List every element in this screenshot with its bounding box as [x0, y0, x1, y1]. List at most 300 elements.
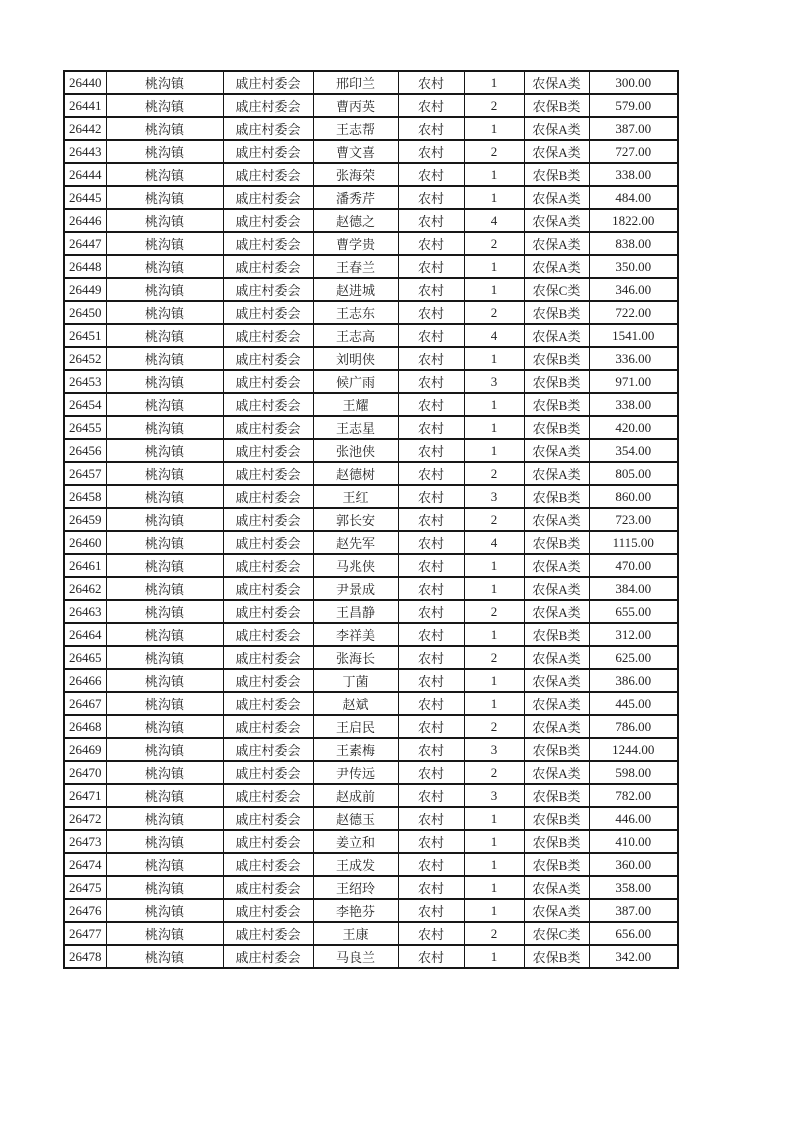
table-row: [64, 347, 678, 370]
cell-town: 桃沟镇: [106, 876, 223, 899]
cell-insurance-type: 农保A类: [524, 117, 589, 140]
cell-serial-number: 26470: [64, 761, 106, 784]
cell-insurance-type: 农保B类: [524, 784, 589, 807]
cell-town: 桃沟镇: [106, 393, 223, 416]
table-row: [64, 577, 678, 600]
table-row: [64, 761, 678, 784]
cell-serial-number: 26449: [64, 278, 106, 301]
cell-person-count: 1: [464, 554, 524, 577]
table-row: [64, 830, 678, 853]
cell-residence-category: 农村: [398, 439, 464, 462]
cell-amount: 723.00: [589, 508, 678, 531]
cell-amount: 484.00: [589, 186, 678, 209]
cell-residence-category: 农村: [398, 508, 464, 531]
cell-person-name: 王志星: [313, 416, 398, 439]
cell-person-name: 尹传远: [313, 761, 398, 784]
cell-residence-category: 农村: [398, 416, 464, 439]
cell-person-count: 3: [464, 784, 524, 807]
table-row: [64, 393, 678, 416]
cell-residence-category: 农村: [398, 692, 464, 715]
cell-amount: 387.00: [589, 117, 678, 140]
cell-town: 桃沟镇: [106, 439, 223, 462]
cell-person-count: 3: [464, 485, 524, 508]
cell-person-name: 曹学贵: [313, 232, 398, 255]
cell-amount: 338.00: [589, 393, 678, 416]
cell-residence-category: 农村: [398, 324, 464, 347]
cell-village-committee: 戚庄村委会: [223, 577, 313, 600]
cell-amount: 655.00: [589, 600, 678, 623]
table-row: [64, 945, 678, 968]
cell-town: 桃沟镇: [106, 186, 223, 209]
cell-town: 桃沟镇: [106, 94, 223, 117]
cell-person-count: 3: [464, 370, 524, 393]
cell-amount: 470.00: [589, 554, 678, 577]
cell-person-count: 2: [464, 301, 524, 324]
cell-insurance-type: 农保A类: [524, 232, 589, 255]
cell-amount: 598.00: [589, 761, 678, 784]
cell-insurance-type: 农保A类: [524, 876, 589, 899]
cell-person-count: 2: [464, 508, 524, 531]
cell-town: 桃沟镇: [106, 646, 223, 669]
cell-person-count: 3: [464, 738, 524, 761]
table-row: [64, 140, 678, 163]
cell-serial-number: 26441: [64, 94, 106, 117]
cell-person-count: 1: [464, 830, 524, 853]
cell-village-committee: 戚庄村委会: [223, 669, 313, 692]
cell-person-count: 2: [464, 761, 524, 784]
cell-person-count: 1: [464, 669, 524, 692]
cell-person-name: 赵德之: [313, 209, 398, 232]
table-row: [64, 876, 678, 899]
cell-insurance-type: 农保B类: [524, 853, 589, 876]
cell-town: 桃沟镇: [106, 692, 223, 715]
table-row: [64, 508, 678, 531]
table-row: [64, 117, 678, 140]
records-table-body: [64, 71, 678, 968]
cell-serial-number: 26473: [64, 830, 106, 853]
cell-serial-number: 26454: [64, 393, 106, 416]
cell-insurance-type: 农保C类: [524, 278, 589, 301]
cell-village-committee: 戚庄村委会: [223, 416, 313, 439]
cell-town: 桃沟镇: [106, 945, 223, 968]
cell-village-committee: 戚庄村委会: [223, 439, 313, 462]
cell-residence-category: 农村: [398, 140, 464, 163]
cell-town: 桃沟镇: [106, 209, 223, 232]
cell-village-committee: 戚庄村委会: [223, 485, 313, 508]
cell-person-count: 1: [464, 71, 524, 94]
cell-person-name: 王春兰: [313, 255, 398, 278]
cell-insurance-type: 农保B类: [524, 807, 589, 830]
cell-amount: 656.00: [589, 922, 678, 945]
cell-village-committee: 戚庄村委会: [223, 94, 313, 117]
cell-serial-number: 26447: [64, 232, 106, 255]
cell-amount: 971.00: [589, 370, 678, 393]
cell-person-name: 王成发: [313, 853, 398, 876]
cell-town: 桃沟镇: [106, 485, 223, 508]
cell-amount: 1822.00: [589, 209, 678, 232]
table-row: [64, 715, 678, 738]
table-row: [64, 646, 678, 669]
cell-town: 桃沟镇: [106, 623, 223, 646]
cell-town: 桃沟镇: [106, 600, 223, 623]
cell-serial-number: 26478: [64, 945, 106, 968]
cell-person-name: 赵斌: [313, 692, 398, 715]
cell-person-count: 1: [464, 255, 524, 278]
cell-town: 桃沟镇: [106, 738, 223, 761]
table-row: [64, 209, 678, 232]
table-row: [64, 163, 678, 186]
cell-serial-number: 26469: [64, 738, 106, 761]
cell-serial-number: 26455: [64, 416, 106, 439]
cell-residence-category: 农村: [398, 71, 464, 94]
cell-residence-category: 农村: [398, 163, 464, 186]
cell-residence-category: 农村: [398, 117, 464, 140]
cell-person-count: 2: [464, 232, 524, 255]
cell-serial-number: 26440: [64, 71, 106, 94]
cell-town: 桃沟镇: [106, 531, 223, 554]
cell-person-name: 张海长: [313, 646, 398, 669]
table-row: [64, 554, 678, 577]
cell-person-name: 王志帮: [313, 117, 398, 140]
cell-village-committee: 戚庄村委会: [223, 899, 313, 922]
cell-serial-number: 26467: [64, 692, 106, 715]
cell-person-name: 尹景成: [313, 577, 398, 600]
cell-residence-category: 农村: [398, 646, 464, 669]
table-row: [64, 255, 678, 278]
cell-person-count: 4: [464, 324, 524, 347]
table-row: [64, 94, 678, 117]
cell-insurance-type: 农保A类: [524, 255, 589, 278]
cell-village-committee: 戚庄村委会: [223, 347, 313, 370]
cell-residence-category: 农村: [398, 278, 464, 301]
cell-residence-category: 农村: [398, 531, 464, 554]
cell-person-name: 王康: [313, 922, 398, 945]
cell-person-count: 1: [464, 692, 524, 715]
cell-residence-category: 农村: [398, 830, 464, 853]
cell-town: 桃沟镇: [106, 255, 223, 278]
cell-town: 桃沟镇: [106, 163, 223, 186]
cell-amount: 387.00: [589, 899, 678, 922]
table-row: [64, 853, 678, 876]
cell-person-count: 2: [464, 646, 524, 669]
cell-insurance-type: 农保B类: [524, 370, 589, 393]
cell-person-count: 1: [464, 416, 524, 439]
cell-insurance-type: 农保B类: [524, 347, 589, 370]
cell-amount: 722.00: [589, 301, 678, 324]
table-row: [64, 186, 678, 209]
cell-person-name: 曹丙英: [313, 94, 398, 117]
cell-person-name: 赵进城: [313, 278, 398, 301]
cell-serial-number: 26448: [64, 255, 106, 278]
cell-person-name: 姜立和: [313, 830, 398, 853]
cell-person-name: 王红: [313, 485, 398, 508]
cell-village-committee: 戚庄村委会: [223, 324, 313, 347]
cell-insurance-type: 农保A类: [524, 899, 589, 922]
cell-residence-category: 农村: [398, 853, 464, 876]
cell-person-count: 1: [464, 899, 524, 922]
cell-insurance-type: 农保B类: [524, 94, 589, 117]
cell-insurance-type: 农保A类: [524, 140, 589, 163]
cell-serial-number: 26453: [64, 370, 106, 393]
cell-serial-number: 26458: [64, 485, 106, 508]
cell-town: 桃沟镇: [106, 761, 223, 784]
cell-person-name: 刘明侠: [313, 347, 398, 370]
records-table: [63, 70, 679, 969]
cell-insurance-type: 农保A类: [524, 646, 589, 669]
cell-person-name: 候广雨: [313, 370, 398, 393]
cell-person-count: 1: [464, 439, 524, 462]
cell-residence-category: 农村: [398, 899, 464, 922]
cell-insurance-type: 农保B类: [524, 485, 589, 508]
cell-insurance-type: 农保B类: [524, 393, 589, 416]
cell-person-name: 赵德玉: [313, 807, 398, 830]
cell-town: 桃沟镇: [106, 140, 223, 163]
cell-town: 桃沟镇: [106, 715, 223, 738]
cell-amount: 342.00: [589, 945, 678, 968]
cell-residence-category: 农村: [398, 393, 464, 416]
table-row: [64, 692, 678, 715]
cell-serial-number: 26464: [64, 623, 106, 646]
cell-insurance-type: 农保A类: [524, 554, 589, 577]
cell-person-name: 赵德树: [313, 462, 398, 485]
cell-village-committee: 戚庄村委会: [223, 738, 313, 761]
cell-village-committee: 戚庄村委会: [223, 393, 313, 416]
cell-village-committee: 戚庄村委会: [223, 692, 313, 715]
cell-serial-number: 26468: [64, 715, 106, 738]
cell-residence-category: 农村: [398, 485, 464, 508]
cell-person-count: 1: [464, 853, 524, 876]
cell-village-committee: 戚庄村委会: [223, 623, 313, 646]
cell-insurance-type: 农保B类: [524, 416, 589, 439]
cell-amount: 360.00: [589, 853, 678, 876]
cell-person-name: 王素梅: [313, 738, 398, 761]
table-row: [64, 278, 678, 301]
table-row: [64, 531, 678, 554]
cell-town: 桃沟镇: [106, 554, 223, 577]
cell-residence-category: 农村: [398, 715, 464, 738]
cell-person-count: 2: [464, 715, 524, 738]
cell-residence-category: 农村: [398, 623, 464, 646]
cell-residence-category: 农村: [398, 209, 464, 232]
cell-amount: 336.00: [589, 347, 678, 370]
cell-serial-number: 26451: [64, 324, 106, 347]
cell-serial-number: 26450: [64, 301, 106, 324]
cell-residence-category: 农村: [398, 669, 464, 692]
table-row: [64, 485, 678, 508]
table-row: [64, 71, 678, 94]
cell-person-count: 2: [464, 140, 524, 163]
cell-town: 桃沟镇: [106, 830, 223, 853]
cell-serial-number: 26465: [64, 646, 106, 669]
cell-person-count: 1: [464, 623, 524, 646]
cell-serial-number: 26472: [64, 807, 106, 830]
cell-person-count: 1: [464, 945, 524, 968]
cell-serial-number: 26474: [64, 853, 106, 876]
cell-town: 桃沟镇: [106, 922, 223, 945]
cell-serial-number: 26459: [64, 508, 106, 531]
cell-village-committee: 戚庄村委会: [223, 600, 313, 623]
cell-village-committee: 戚庄村委会: [223, 163, 313, 186]
cell-insurance-type: 农保A类: [524, 439, 589, 462]
cell-village-committee: 戚庄村委会: [223, 301, 313, 324]
cell-village-committee: 戚庄村委会: [223, 761, 313, 784]
cell-village-committee: 戚庄村委会: [223, 531, 313, 554]
cell-amount: 312.00: [589, 623, 678, 646]
cell-village-committee: 戚庄村委会: [223, 853, 313, 876]
cell-residence-category: 农村: [398, 600, 464, 623]
cell-insurance-type: 农保A类: [524, 761, 589, 784]
cell-residence-category: 农村: [398, 255, 464, 278]
cell-residence-category: 农村: [398, 301, 464, 324]
cell-village-committee: 戚庄村委会: [223, 646, 313, 669]
cell-serial-number: 26471: [64, 784, 106, 807]
cell-person-name: 张池侠: [313, 439, 398, 462]
table-row: [64, 807, 678, 830]
cell-village-committee: 戚庄村委会: [223, 209, 313, 232]
cell-insurance-type: 农保B类: [524, 738, 589, 761]
cell-insurance-type: 农保A类: [524, 508, 589, 531]
cell-serial-number: 26457: [64, 462, 106, 485]
cell-person-name: 王绍玲: [313, 876, 398, 899]
cell-amount: 300.00: [589, 71, 678, 94]
cell-insurance-type: 农保A类: [524, 209, 589, 232]
cell-person-count: 1: [464, 347, 524, 370]
cell-village-committee: 戚庄村委会: [223, 117, 313, 140]
cell-village-committee: 戚庄村委会: [223, 715, 313, 738]
cell-person-name: 马兆侠: [313, 554, 398, 577]
cell-insurance-type: 农保A类: [524, 577, 589, 600]
cell-amount: 358.00: [589, 876, 678, 899]
cell-serial-number: 26442: [64, 117, 106, 140]
cell-serial-number: 26463: [64, 600, 106, 623]
cell-amount: 860.00: [589, 485, 678, 508]
cell-person-name: 郭长安: [313, 508, 398, 531]
cell-serial-number: 26475: [64, 876, 106, 899]
cell-serial-number: 26444: [64, 163, 106, 186]
cell-insurance-type: 农保B类: [524, 623, 589, 646]
cell-person-count: 4: [464, 209, 524, 232]
cell-amount: 350.00: [589, 255, 678, 278]
cell-town: 桃沟镇: [106, 301, 223, 324]
table-row: [64, 370, 678, 393]
cell-person-name: 王耀: [313, 393, 398, 416]
cell-person-name: 王昌静: [313, 600, 398, 623]
cell-town: 桃沟镇: [106, 853, 223, 876]
cell-village-committee: 戚庄村委会: [223, 508, 313, 531]
cell-insurance-type: 农保A类: [524, 462, 589, 485]
cell-person-count: 1: [464, 186, 524, 209]
cell-serial-number: 26462: [64, 577, 106, 600]
cell-insurance-type: 农保B类: [524, 531, 589, 554]
cell-person-count: 2: [464, 94, 524, 117]
cell-insurance-type: 农保A类: [524, 600, 589, 623]
cell-person-name: 马良兰: [313, 945, 398, 968]
cell-serial-number: 26452: [64, 347, 106, 370]
table-row: [64, 669, 678, 692]
cell-residence-category: 农村: [398, 738, 464, 761]
cell-amount: 410.00: [589, 830, 678, 853]
cell-residence-category: 农村: [398, 94, 464, 117]
table-row: [64, 922, 678, 945]
cell-amount: 386.00: [589, 669, 678, 692]
cell-serial-number: 26443: [64, 140, 106, 163]
cell-person-count: 1: [464, 163, 524, 186]
cell-person-count: 1: [464, 577, 524, 600]
cell-serial-number: 26456: [64, 439, 106, 462]
cell-town: 桃沟镇: [106, 71, 223, 94]
cell-amount: 445.00: [589, 692, 678, 715]
cell-person-count: 1: [464, 876, 524, 899]
cell-insurance-type: 农保A类: [524, 715, 589, 738]
cell-village-committee: 戚庄村委会: [223, 554, 313, 577]
cell-town: 桃沟镇: [106, 577, 223, 600]
cell-residence-category: 农村: [398, 577, 464, 600]
cell-insurance-type: 农保A类: [524, 71, 589, 94]
cell-village-committee: 戚庄村委会: [223, 186, 313, 209]
cell-amount: 838.00: [589, 232, 678, 255]
cell-residence-category: 农村: [398, 347, 464, 370]
table-row: [64, 232, 678, 255]
cell-person-name: 王启民: [313, 715, 398, 738]
cell-person-name: 李祥美: [313, 623, 398, 646]
table-row: [64, 462, 678, 485]
cell-person-count: 1: [464, 278, 524, 301]
cell-village-committee: 戚庄村委会: [223, 876, 313, 899]
cell-person-name: 赵先军: [313, 531, 398, 554]
cell-residence-category: 农村: [398, 462, 464, 485]
cell-amount: 727.00: [589, 140, 678, 163]
cell-amount: 384.00: [589, 577, 678, 600]
cell-town: 桃沟镇: [106, 784, 223, 807]
cell-town: 桃沟镇: [106, 416, 223, 439]
cell-person-name: 王志东: [313, 301, 398, 324]
table-row: [64, 623, 678, 646]
cell-person-name: 张海荣: [313, 163, 398, 186]
cell-insurance-type: 农保B类: [524, 163, 589, 186]
cell-village-committee: 戚庄村委会: [223, 784, 313, 807]
cell-residence-category: 农村: [398, 232, 464, 255]
cell-village-committee: 戚庄村委会: [223, 71, 313, 94]
cell-insurance-type: 农保A类: [524, 669, 589, 692]
cell-residence-category: 农村: [398, 784, 464, 807]
cell-insurance-type: 农保B类: [524, 945, 589, 968]
cell-amount: 346.00: [589, 278, 678, 301]
cell-village-committee: 戚庄村委会: [223, 807, 313, 830]
cell-person-name: 丁菌: [313, 669, 398, 692]
cell-town: 桃沟镇: [106, 807, 223, 830]
cell-residence-category: 农村: [398, 807, 464, 830]
cell-town: 桃沟镇: [106, 324, 223, 347]
cell-serial-number: 26445: [64, 186, 106, 209]
cell-serial-number: 26476: [64, 899, 106, 922]
table-row: [64, 416, 678, 439]
cell-amount: 1115.00: [589, 531, 678, 554]
cell-insurance-type: 农保A类: [524, 186, 589, 209]
cell-insurance-type: 农保A类: [524, 324, 589, 347]
cell-residence-category: 农村: [398, 876, 464, 899]
cell-amount: 782.00: [589, 784, 678, 807]
cell-person-name: 潘秀芹: [313, 186, 398, 209]
cell-amount: 1244.00: [589, 738, 678, 761]
cell-amount: 1541.00: [589, 324, 678, 347]
cell-person-name: 赵成前: [313, 784, 398, 807]
cell-village-committee: 戚庄村委会: [223, 830, 313, 853]
cell-amount: 446.00: [589, 807, 678, 830]
table-row: [64, 738, 678, 761]
cell-residence-category: 农村: [398, 922, 464, 945]
cell-town: 桃沟镇: [106, 117, 223, 140]
cell-person-count: 2: [464, 922, 524, 945]
